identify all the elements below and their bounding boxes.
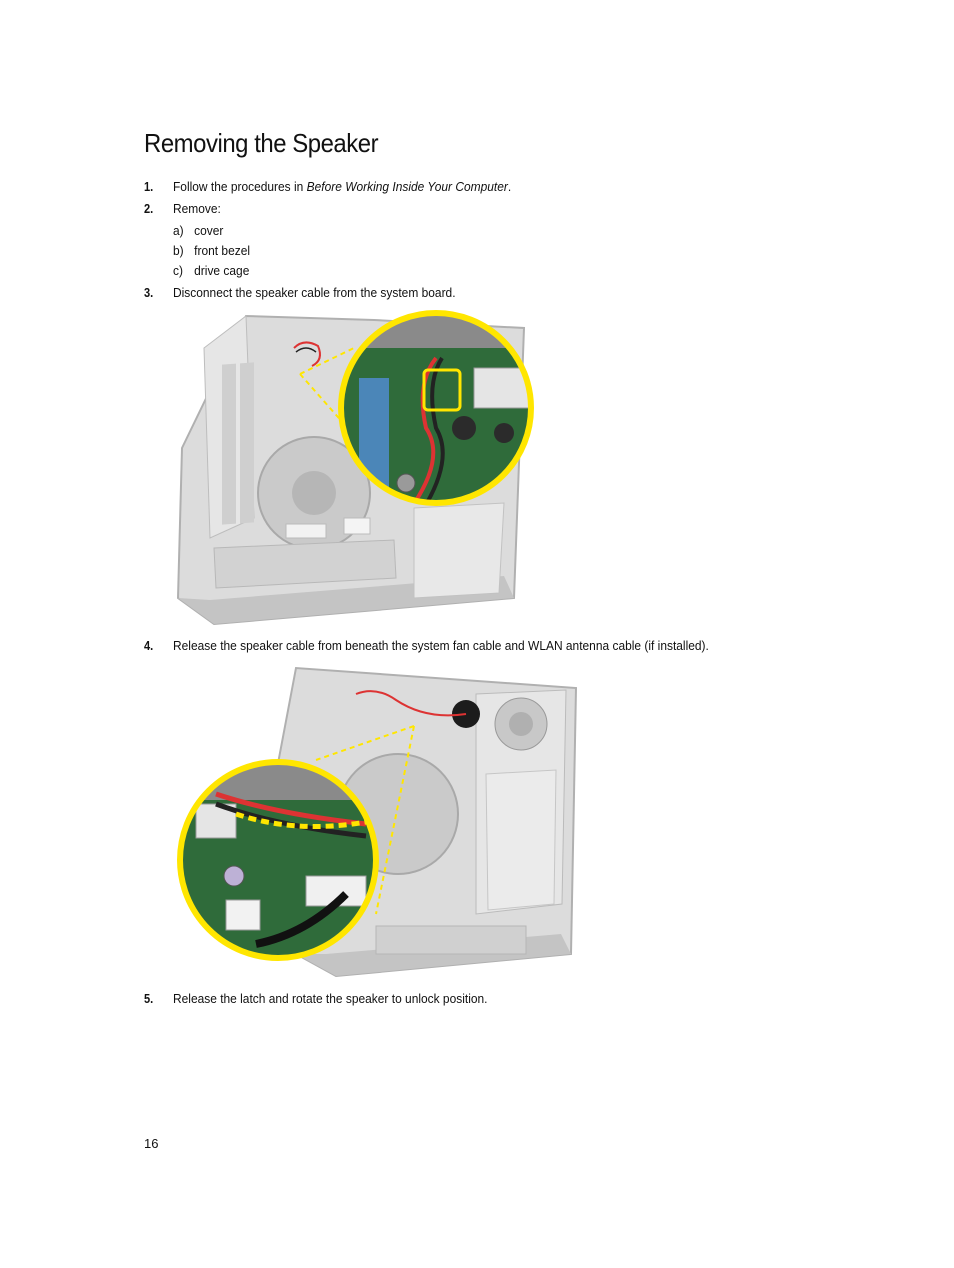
step-text-tail: . xyxy=(507,179,512,194)
step-text: Release the latch and rotate the speaker to unlock position. xyxy=(173,991,488,1006)
substep-a xyxy=(173,223,223,239)
substep-letter: c) xyxy=(173,263,183,278)
substep-text: cover xyxy=(194,223,224,238)
step-number: 2. xyxy=(144,201,154,216)
step-text xyxy=(173,179,511,195)
step-number: 3. xyxy=(144,285,154,300)
step-text: Release the speaker cable from beneath the system fan cable and WLAN antenna cable (if installed). xyxy=(173,638,709,653)
substep-c xyxy=(173,263,249,279)
substep-b xyxy=(173,243,250,259)
substep-letter: a) xyxy=(173,223,184,238)
substep-text: drive cage xyxy=(194,263,250,278)
step-text: Remove: xyxy=(173,201,221,216)
step-number: 4. xyxy=(144,638,154,653)
step-text-lead: Follow the procedures in xyxy=(173,179,307,194)
step-number: 1. xyxy=(144,179,154,194)
page-title: Removing the Speaker xyxy=(144,128,379,158)
step-number: 5. xyxy=(144,991,154,1006)
step-text: Disconnect the speaker cable from the system board. xyxy=(173,285,456,300)
figure-disconnect-speaker-cable xyxy=(174,308,538,628)
figure-release-speaker-cable xyxy=(176,664,582,982)
page-number: 16 xyxy=(144,1136,159,1151)
substep-text: front bezel xyxy=(194,243,251,258)
procedure-link[interactable]: Before Working Inside Your Computer xyxy=(306,179,508,194)
substep-letter: b) xyxy=(173,243,184,258)
